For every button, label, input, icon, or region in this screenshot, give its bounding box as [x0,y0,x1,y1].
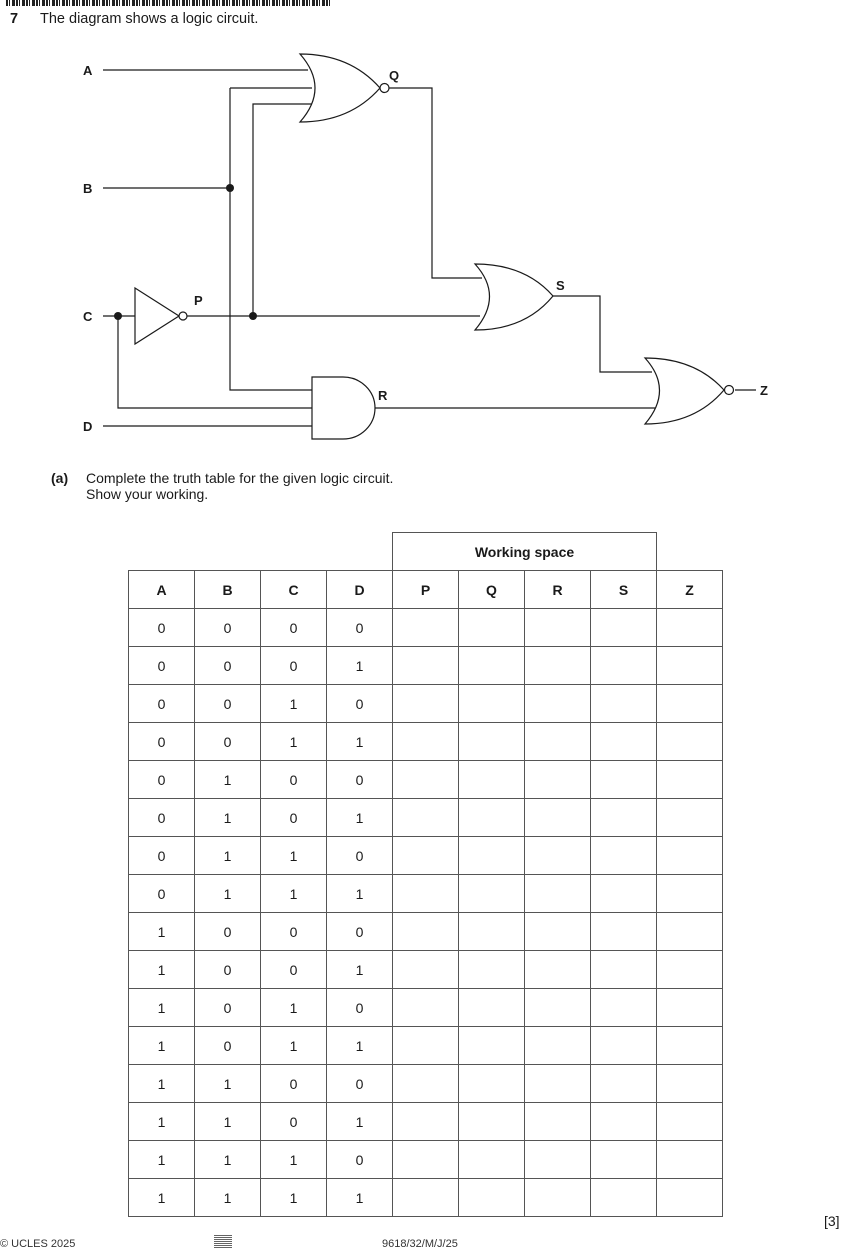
answer-cell[interactable] [591,723,657,761]
table-cell: 1 [129,1141,195,1179]
answer-cell[interactable] [393,761,459,799]
table-cell: 1 [129,1179,195,1217]
answer-cell[interactable] [525,799,591,837]
answer-cell[interactable] [525,647,591,685]
answer-cell[interactable] [459,989,525,1027]
answer-cell[interactable] [657,989,723,1027]
truth-table [128,532,723,1217]
table-cell: 1 [327,647,393,685]
answer-cell[interactable] [591,989,657,1027]
part-a-instruction: Complete the truth table for the given logic circuit. [86,470,394,486]
footer-qr-code [214,1234,232,1248]
table-cell: 0 [261,1103,327,1141]
label-p: P [194,293,203,308]
table-cell: 1 [261,1027,327,1065]
answer-cell[interactable] [459,723,525,761]
answer-cell[interactable] [525,1179,591,1217]
table-row [129,1179,723,1217]
answer-cell[interactable] [657,913,723,951]
table-cell: 0 [327,989,393,1027]
answer-cell[interactable] [459,951,525,989]
answer-cell[interactable] [657,1103,723,1141]
table-cell: 0 [129,723,195,761]
answer-cell[interactable] [393,723,459,761]
answer-cell[interactable] [591,685,657,723]
table-cell: 0 [327,837,393,875]
answer-cell[interactable] [525,1027,591,1065]
answer-cell[interactable] [459,913,525,951]
answer-cell[interactable] [591,647,657,685]
and-gate-r [312,377,375,439]
answer-cell[interactable] [393,1103,459,1141]
table-row [129,1027,723,1065]
table-cell: 1 [195,1065,261,1103]
table-cell: 0 [195,647,261,685]
junction-c [114,312,122,320]
table-cell: 1 [129,1065,195,1103]
answer-cell[interactable] [525,837,591,875]
table-cell: 0 [261,913,327,951]
table-cell: 0 [261,761,327,799]
junction-b [226,184,234,192]
table-cell: 0 [195,609,261,647]
working-space-header: Working space [393,533,657,571]
table-cell: 0 [327,761,393,799]
table-cell: 1 [261,723,327,761]
table-header-c: C [261,571,327,609]
answer-cell[interactable] [459,1027,525,1065]
answer-cell[interactable] [591,1065,657,1103]
table-cell: 1 [129,989,195,1027]
answer-cell[interactable] [657,685,723,723]
answer-cell[interactable] [459,647,525,685]
table-body [129,609,723,1217]
answer-cell[interactable] [393,685,459,723]
nor-gate-q [300,54,389,122]
table-header-q: Q [459,571,525,609]
answer-cell[interactable] [591,875,657,913]
table-cell: 0 [327,1065,393,1103]
table-cell: 1 [327,1103,393,1141]
answer-cell[interactable] [591,1103,657,1141]
answer-cell[interactable] [459,1141,525,1179]
answer-cell[interactable] [393,1141,459,1179]
table-cell: 1 [261,1141,327,1179]
answer-cell[interactable] [393,951,459,989]
table-cell: 1 [195,1103,261,1141]
table-cell: 1 [195,799,261,837]
table-cell: 0 [129,799,195,837]
table-cell: 0 [195,989,261,1027]
answer-cell[interactable] [657,837,723,875]
table-cell: 1 [129,1027,195,1065]
table-cell: 0 [195,685,261,723]
table-cell: 1 [129,913,195,951]
table-cell: 0 [195,913,261,951]
part-a-instruction-2: Show your working. [86,486,209,502]
table-header-z: Z [657,571,723,609]
table-cell: 0 [129,609,195,647]
answer-cell[interactable] [393,913,459,951]
table-cell: 1 [195,1179,261,1217]
table-header-s: S [591,571,657,609]
table-cell: 0 [261,1065,327,1103]
logic-circuit-diagram [0,0,852,450]
table-cell: 0 [129,875,195,913]
junction-p [249,312,257,320]
table-cell: 1 [327,1179,393,1217]
table-cell: 0 [195,723,261,761]
answer-cell[interactable] [393,989,459,1027]
label-z: Z [760,383,768,398]
answer-cell[interactable] [459,799,525,837]
table-cell: 0 [129,685,195,723]
table-cell: 1 [327,1027,393,1065]
answer-cell[interactable] [459,1065,525,1103]
table-cell: 0 [327,1141,393,1179]
table-cell: 0 [261,799,327,837]
or-gate-s [475,264,553,330]
table-row [129,647,723,685]
answer-cell[interactable] [657,1027,723,1065]
question-number: 7 [10,11,19,27]
label-a: A [83,63,93,78]
answer-cell[interactable] [657,799,723,837]
answer-cell[interactable] [591,951,657,989]
table-cell: 0 [195,951,261,989]
nor-gate-z [645,358,734,424]
label-q: Q [389,68,400,83]
table-row [129,989,723,1027]
table-row [129,837,723,875]
table-cell: 0 [129,837,195,875]
answer-cell[interactable] [525,1103,591,1141]
answer-cell[interactable] [657,1065,723,1103]
table-header-row [129,571,723,609]
answer-cell[interactable] [657,951,723,989]
answer-cell[interactable] [591,1179,657,1217]
answer-cell[interactable] [525,761,591,799]
answer-cell[interactable] [657,647,723,685]
answer-cell[interactable] [459,609,525,647]
answer-cell[interactable] [525,723,591,761]
table-cell: 0 [327,685,393,723]
answer-cell[interactable] [525,1065,591,1103]
answer-cell[interactable] [591,799,657,837]
answer-cell[interactable] [525,989,591,1027]
table-cell: 0 [327,609,393,647]
table-row [129,951,723,989]
wire-q [389,88,482,278]
answer-cell[interactable] [657,1141,723,1179]
table-cell: 0 [195,1027,261,1065]
answer-cell[interactable] [459,837,525,875]
table-cell: 1 [261,1179,327,1217]
table-cell: 0 [261,647,327,685]
answer-cell[interactable] [459,685,525,723]
marks-available: [3] [824,1213,840,1229]
answer-cell[interactable] [393,1065,459,1103]
label-d: D [83,419,93,434]
answer-cell[interactable] [591,913,657,951]
answer-cell[interactable] [657,875,723,913]
answer-cell[interactable] [657,609,723,647]
table-header-r: R [525,571,591,609]
table-cell: 1 [261,685,327,723]
answer-cell[interactable] [591,1141,657,1179]
answer-cell[interactable] [393,647,459,685]
table-header-a: A [129,571,195,609]
table-cell: 1 [195,1141,261,1179]
table-cell: 1 [261,875,327,913]
answer-cell[interactable] [459,761,525,799]
answer-cell[interactable] [525,1141,591,1179]
answer-cell[interactable] [459,1103,525,1141]
answer-cell[interactable] [591,761,657,799]
answer-cell[interactable] [393,609,459,647]
table-working-space-row [129,533,723,571]
table-cell: 1 [195,837,261,875]
label-c: C [83,309,93,324]
label-b: B [83,181,93,196]
table-cell: 1 [327,799,393,837]
answer-cell[interactable] [657,761,723,799]
answer-cell[interactable] [525,685,591,723]
table-header-d: D [327,571,393,609]
table-cell: 0 [129,761,195,799]
answer-cell[interactable] [393,1027,459,1065]
table-cell: 0 [129,647,195,685]
answer-cell[interactable] [393,1179,459,1217]
table-header-p: P [393,571,459,609]
table-cell: 1 [327,951,393,989]
table-row [129,761,723,799]
table-cell: 1 [195,875,261,913]
label-s: S [556,278,565,293]
table-cell: 1 [129,951,195,989]
answer-cell[interactable] [591,1027,657,1065]
answer-cell[interactable] [525,913,591,951]
wire-s [553,296,652,372]
table-row [129,723,723,761]
wire-p-vertical [253,104,312,316]
table-cell: 1 [261,989,327,1027]
table-cell: 0 [261,609,327,647]
table-row [129,1065,723,1103]
answer-cell[interactable] [393,799,459,837]
table-row [129,609,723,647]
table-row [129,1103,723,1141]
answer-cell[interactable] [591,609,657,647]
wire-b-vertical [230,88,312,390]
table-cell: 1 [129,1103,195,1141]
table-cell: 1 [261,837,327,875]
table-row [129,913,723,951]
table-cell: 1 [327,875,393,913]
answer-cell[interactable] [393,875,459,913]
answer-cell[interactable] [459,1179,525,1217]
table-cell: 1 [195,761,261,799]
part-a-label: (a) [51,470,69,486]
question-text: The diagram shows a logic circuit. [40,11,259,27]
table-cell: 0 [327,913,393,951]
answer-cell[interactable] [525,951,591,989]
table-row [129,875,723,913]
label-r: R [378,388,388,403]
table-cell: 1 [327,723,393,761]
answer-cell[interactable] [657,1179,723,1217]
footer-paper-code: 9618/32/M/J/25 [382,1238,458,1250]
answer-cell[interactable] [525,609,591,647]
table-header-b: B [195,571,261,609]
answer-cell[interactable] [393,837,459,875]
answer-cell[interactable] [459,875,525,913]
answer-cell[interactable] [657,723,723,761]
answer-cell[interactable] [525,875,591,913]
table-cell: 0 [261,951,327,989]
table-row [129,1141,723,1179]
footer-copyright: © UCLES 2025 [0,1238,76,1250]
table-row [129,799,723,837]
not-gate [135,288,187,344]
answer-cell[interactable] [591,837,657,875]
table-row [129,685,723,723]
